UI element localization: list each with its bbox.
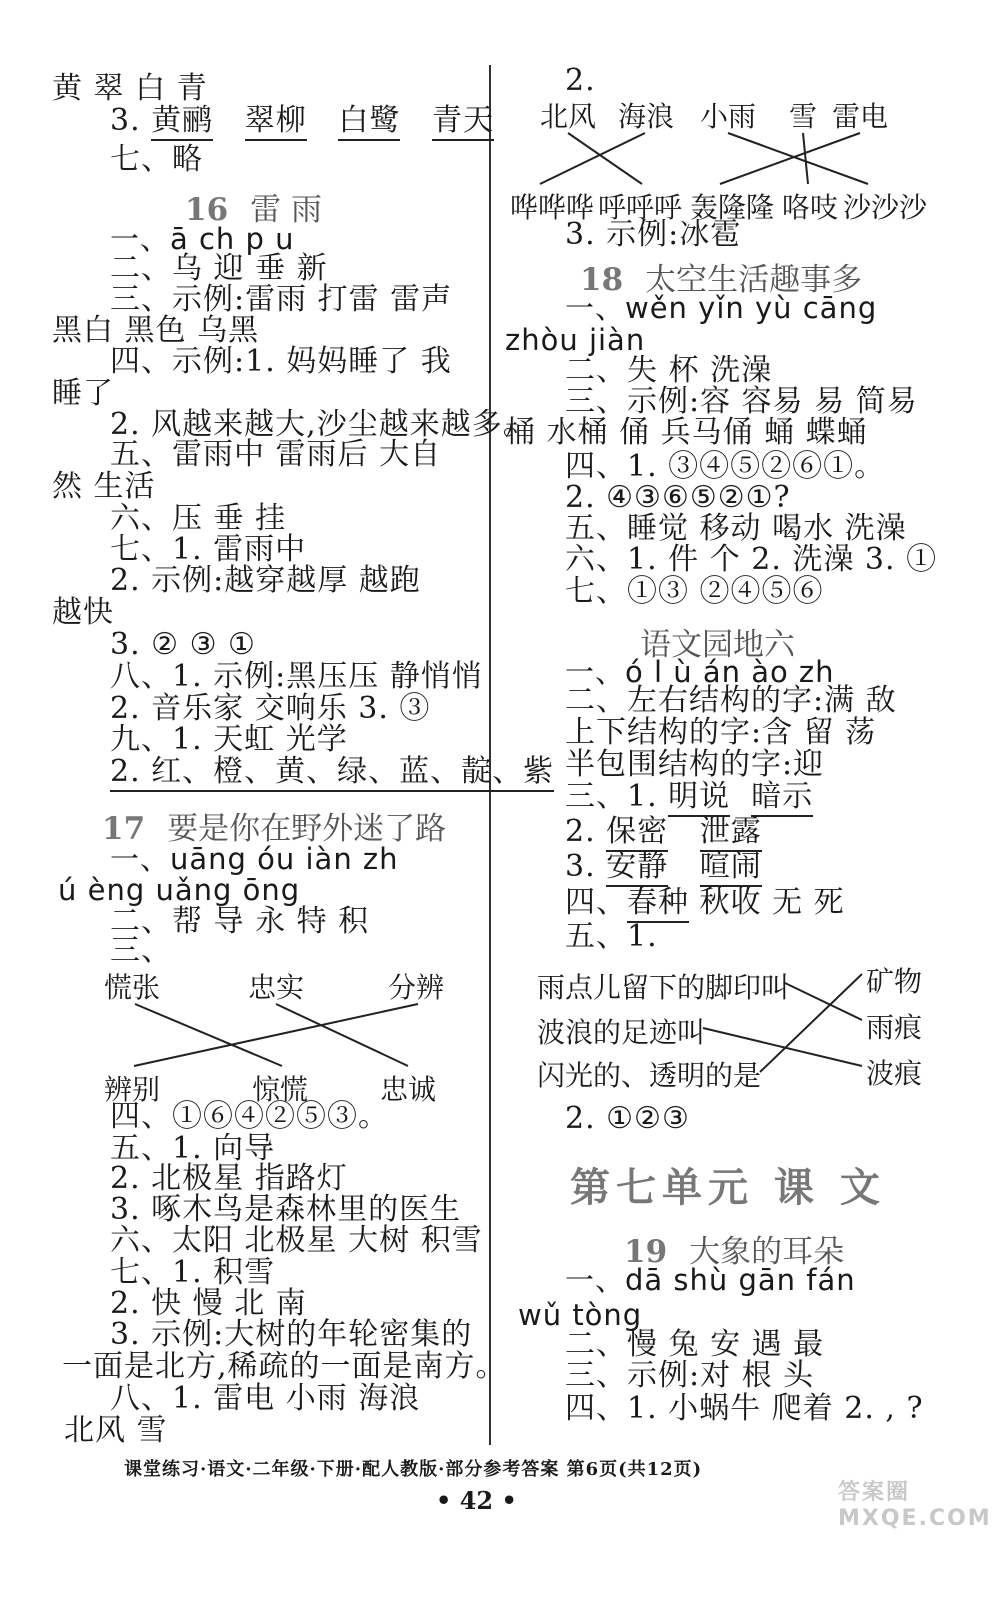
answer-line: 四、①⑥④②⑤③。 [110,1099,389,1134]
match-word: 忠实 [248,971,305,1004]
answer-line: 四、1. 小蜗牛 爬着 2. , ? [565,1391,924,1426]
item-prefix: 四、 [565,885,627,920]
match-line [135,1004,282,1066]
answer-line: 五、1. 向导 [110,1131,276,1166]
lesson-number: 18 [580,262,624,298]
lesson-title: 要是你在野外迷了路 [167,811,447,847]
match-phrase: 雨点儿留下的脚印叫 [537,971,790,1004]
match-word: 哗哗哗 [510,191,595,224]
match-word: 波痕 [866,1057,923,1090]
answer-line: 2. 北极星 指路灯 [110,1161,348,1196]
answer-line: 五、睡觉 移动 喝水 洗澡 [565,511,907,546]
lesson-number: 16 [185,192,229,228]
match-word: 辨别 [104,1073,161,1106]
lesson-title: 雷 雨 [250,192,322,228]
match-line [760,974,862,1072]
answer-line: 三、示例:对 根 头 [565,1358,815,1393]
match-word: 慌张 [104,971,161,1004]
answer-line: 上下结构的字:含 留 荡 [565,715,877,750]
match-word: 忠诚 [380,1073,437,1106]
answer-line: ú èng uǎng ōng [58,873,301,907]
answer-line: wǔ tòng [518,1298,643,1332]
item-number: 三、1. [565,779,658,814]
match-word: 雪 [789,100,818,133]
answer-line: 一、ā ch p u [110,222,295,256]
answer-line: 2. 音乐家 交响乐 3. ③ [110,691,431,726]
answer-line: 七、①③ ②④⑤⑥ [565,574,824,609]
item-number: 3. [565,849,596,884]
answer-line: 2. 示例:越穿越厚 越跑 [110,563,421,598]
lesson-number: 17 [102,811,146,847]
answer-line: 二、左右结构的字:满 敌 [565,683,897,718]
answer-line: 半包围结构的字:迎 [565,747,825,782]
answer-line: 睡了 [52,376,114,411]
watermark: 答案圈 MXQE.COM [838,1480,992,1531]
match-phrase: 波浪的足迹叫 [537,1016,706,1049]
answer-line: 2. ④③⑥⑤②①? [565,480,791,515]
unit-heading: 第七单元 课 文 [570,1164,886,1211]
match-word: 惊慌 [252,1073,309,1106]
page-footer: 课堂练习·语文·二年级·下册·配人教版·部分参考答案 第6页(共12页) [124,1459,703,1480]
match-word: 雨痕 [866,1011,923,1044]
underlined-word: 春种 [627,885,689,923]
underlined-word: 暗示 [751,779,813,817]
match-line [803,133,808,184]
underlined-word: 喧闹 [700,849,762,887]
answer-line: 黑白 黑色 乌黑 [52,313,260,348]
answer-line: 一、uāng óu iàn zh [110,842,399,876]
answer-line: 七、1. 雷雨中 [110,532,307,567]
answer-line: 二、乌 迎 垂 新 [110,251,328,286]
answer-line: 一、wěn yǐn yù cāng [565,291,878,325]
answer-line: 二、失 杯 洗澡 [565,353,773,388]
answer-line: 九、1. 天虹 光学 [110,722,348,757]
answer-line: 二、慢 兔 安 遇 最 [565,1327,825,1362]
answer-line: 北风 雪 [64,1413,168,1448]
answer-line: 3. 啄木鸟是森林里的医生 [110,1192,462,1227]
underlined-word: 翠柳 [245,103,307,141]
match-word: 分辨 [388,971,445,1004]
lesson-title: 太空生活趣事多 [645,262,863,298]
answer-line: 2. 风越来越大,沙尘越来越多。 [110,407,534,442]
match-line [276,1004,408,1066]
underlined-word: 黄鹂 [151,103,213,141]
answer-line: 桶 水桶 俑 兵马俑 蛹 蝶蛹 [505,415,868,450]
underlined-answer: 2. 红、橙、黄、绿、蓝、靛、紫 [110,754,554,792]
match-line [720,133,860,184]
answer-line: 然 生活 [52,469,156,504]
answer-line: 八、1. 示例:黑压压 静悄悄 [110,659,483,694]
match-phrase: 闪光的、透明的是 [537,1059,762,1092]
answer-line: 五、雷雨中 雷雨后 大自 [110,437,442,472]
match-word: 雷电 [832,100,889,133]
section-title: 语文园地六 [640,627,795,663]
answer-rest: 秋收 无 死 [689,885,845,920]
match-line [728,133,868,184]
match-word: 海浪 [618,100,675,133]
lesson-number: 19 [624,1234,668,1270]
answer-line: 2. 快 慢 北 南 [110,1286,307,1321]
answer-line: zhòu jiàn [505,323,646,357]
answer-line: 三、示例:雷雨 打雷 雷声 [110,282,453,317]
answer-line: 2. [565,63,596,98]
match-word: 咯吱 [782,191,839,224]
answer-line: 2. ①②③ [565,1101,690,1136]
match-word: 沙沙沙 [843,191,928,224]
item-number: 3. [110,103,141,138]
answer-line: 六、太阳 北极星 大树 积雪 [110,1223,483,1258]
answer-line: 一、dā shù gān fán [565,1263,856,1297]
underlined-word: 安静 [606,849,668,887]
answer-line: 六、1. 件 个 2. 洗澡 3. ① [565,542,938,577]
underlined-word: 明说 [668,779,730,817]
match-word: 矿物 [866,965,923,998]
answer-line: 六、压 垂 挂 [110,501,287,536]
match-line [134,1004,418,1066]
answer-line: 八、1. 雷电 小雨 海浪 [110,1381,421,1416]
match-line [785,983,862,1020]
answer-line: 四、1. ③④⑤②⑥①。 [565,449,886,484]
answer-line: 七、1. 积雪 [110,1255,276,1290]
page-number: • 42 • [436,1486,517,1515]
underlined-word: 青天 [432,103,494,141]
answer-line: 越快 [52,595,114,630]
lesson-title: 大象的耳朵 [689,1234,845,1270]
item-number: 2. [565,814,596,849]
underlined-word: 白鹭 [338,103,400,141]
underlined-word: 保密 [606,814,668,852]
answer-line: 一、ó l ù án ào zh [565,655,835,689]
answer-line: 3. ② ③ ① [110,627,256,662]
answer-line: 二、帮 导 永 特 积 [110,904,370,939]
match-word: 呼呼呼 [598,191,683,224]
answer-line: 四、示例:1. 妈妈睡了 我 [110,344,452,379]
match-word: 北风 [540,100,597,133]
match-line [703,1028,862,1066]
answer-line: 黄 翠 白 青 [52,71,208,106]
answer-line: 3. 示例:冰雹 [565,217,742,252]
match-word: 轰隆隆 [690,191,775,224]
answer-line: 一面是北方,稀疏的一面是南方。 [62,1349,507,1384]
answer-line: 三、 [110,933,172,968]
answer-line: 三、示例:容 容易 易 简易 [565,384,918,419]
answer-line: 五、1. [565,919,658,954]
answer-line: 七、略 [110,142,203,177]
answer-line: 3. 示例:大树的年轮密集的 [110,1317,473,1352]
underlined-word: 泄露 [700,814,762,852]
match-word: 小雨 [700,100,757,133]
